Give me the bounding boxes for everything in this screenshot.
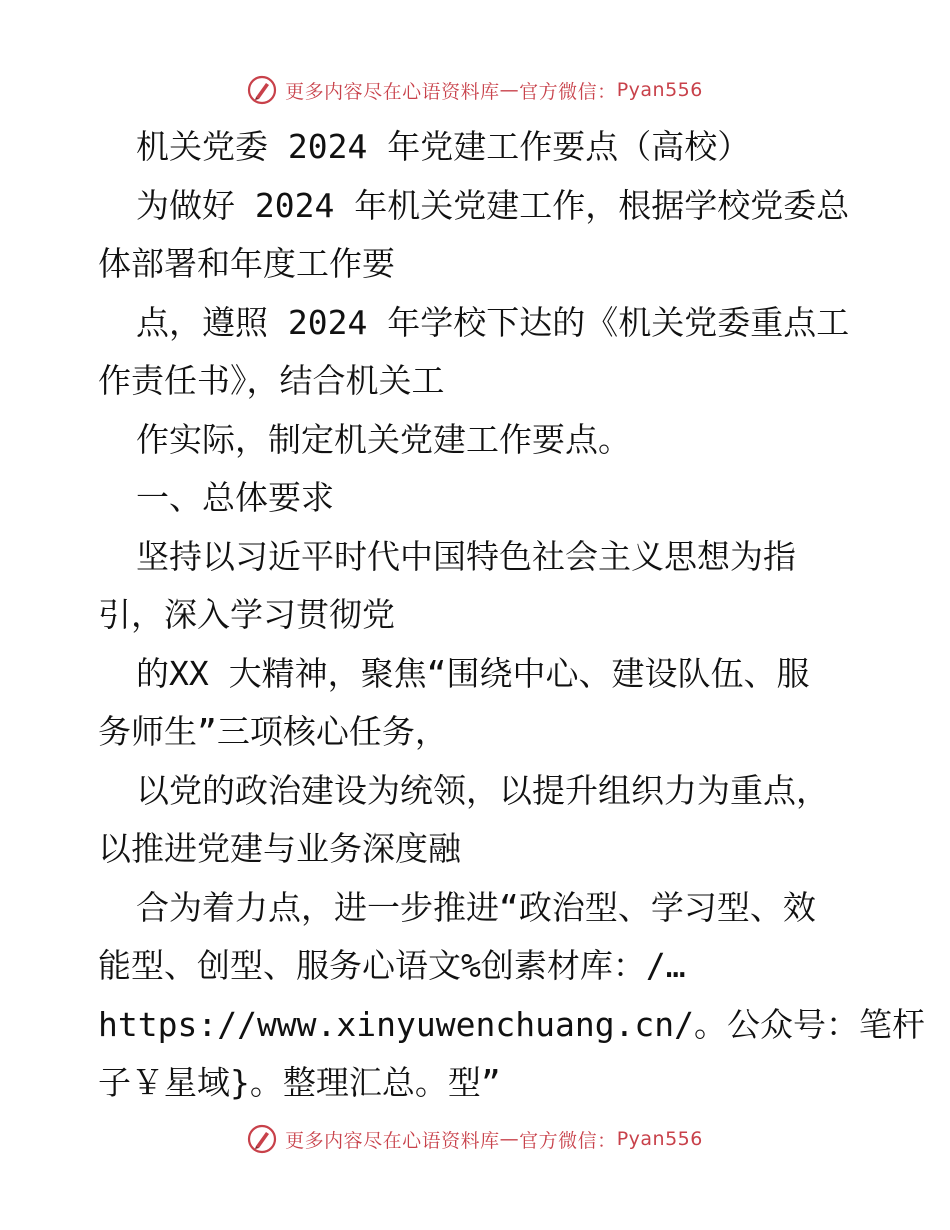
banner-dash: — [499,1128,520,1150]
pen-logo-icon [247,1124,277,1154]
document-body [98,118,926,1113]
paragraph-line: 子￥星域}。整理汇总。型” [98,1063,501,1102]
section-heading: 一、总体要求 [136,478,334,517]
paragraph-line: 坚持以习近平时代中国特色社会主义思想为指 [136,536,796,576]
banner-site-text: 更多内容尽在心语资料库 [285,1129,500,1152]
paragraph-line: 的XX 大精神，聚焦“围绕中心、建设队伍、服 [136,653,810,693]
banner-site-text: 更多内容尽在心语资料库 [285,80,500,103]
banner-dash: — [499,79,520,101]
paragraph-line: 以党的政治建设为统领，以提升组织力为重点， [136,770,829,810]
paragraph-line: 以推进党建与业务深度融 [98,829,461,868]
paragraph-line: 务师生”三项核心任务， [98,712,448,751]
paragraph-line: 作实际，制定机关党建工作要点。 [136,419,631,459]
pen-logo-icon [247,75,277,105]
banner-wechat-label: 官方微信： [519,1129,617,1152]
document-title: 机关党委 2024 年党建工作要点（高校） [136,127,751,166]
paragraph-line: 作责任书》，结合机关工 [98,361,445,400]
paragraph-line: 能型、创型、服务心语文%创素材库：/… [98,946,686,985]
footer-watermark-banner [0,1119,950,1159]
banner-account: Pyan556 [616,79,703,101]
header-watermark-banner [0,70,950,110]
paragraph-line: 引，深入学习贯彻党 [98,595,395,634]
banner-account: Pyan556 [616,1128,703,1150]
paragraph-line: 点，遵照 2024 年学校下达的《机关党委重点工 [136,302,850,342]
paragraph-line: 体部署和年度工作要 [98,244,395,283]
paragraph-line: 合为着力点，进一步推进“政治型、学习型、效 [136,887,816,927]
banner-wechat-label: 官方微信： [519,80,617,103]
paragraph-line: 为做好 2024 年机关党建工作，根据学校党委总 [136,185,850,225]
paragraph-line: https://www.xinyuwenchuang.cn/。公众号：笔杆 [98,1004,926,1044]
